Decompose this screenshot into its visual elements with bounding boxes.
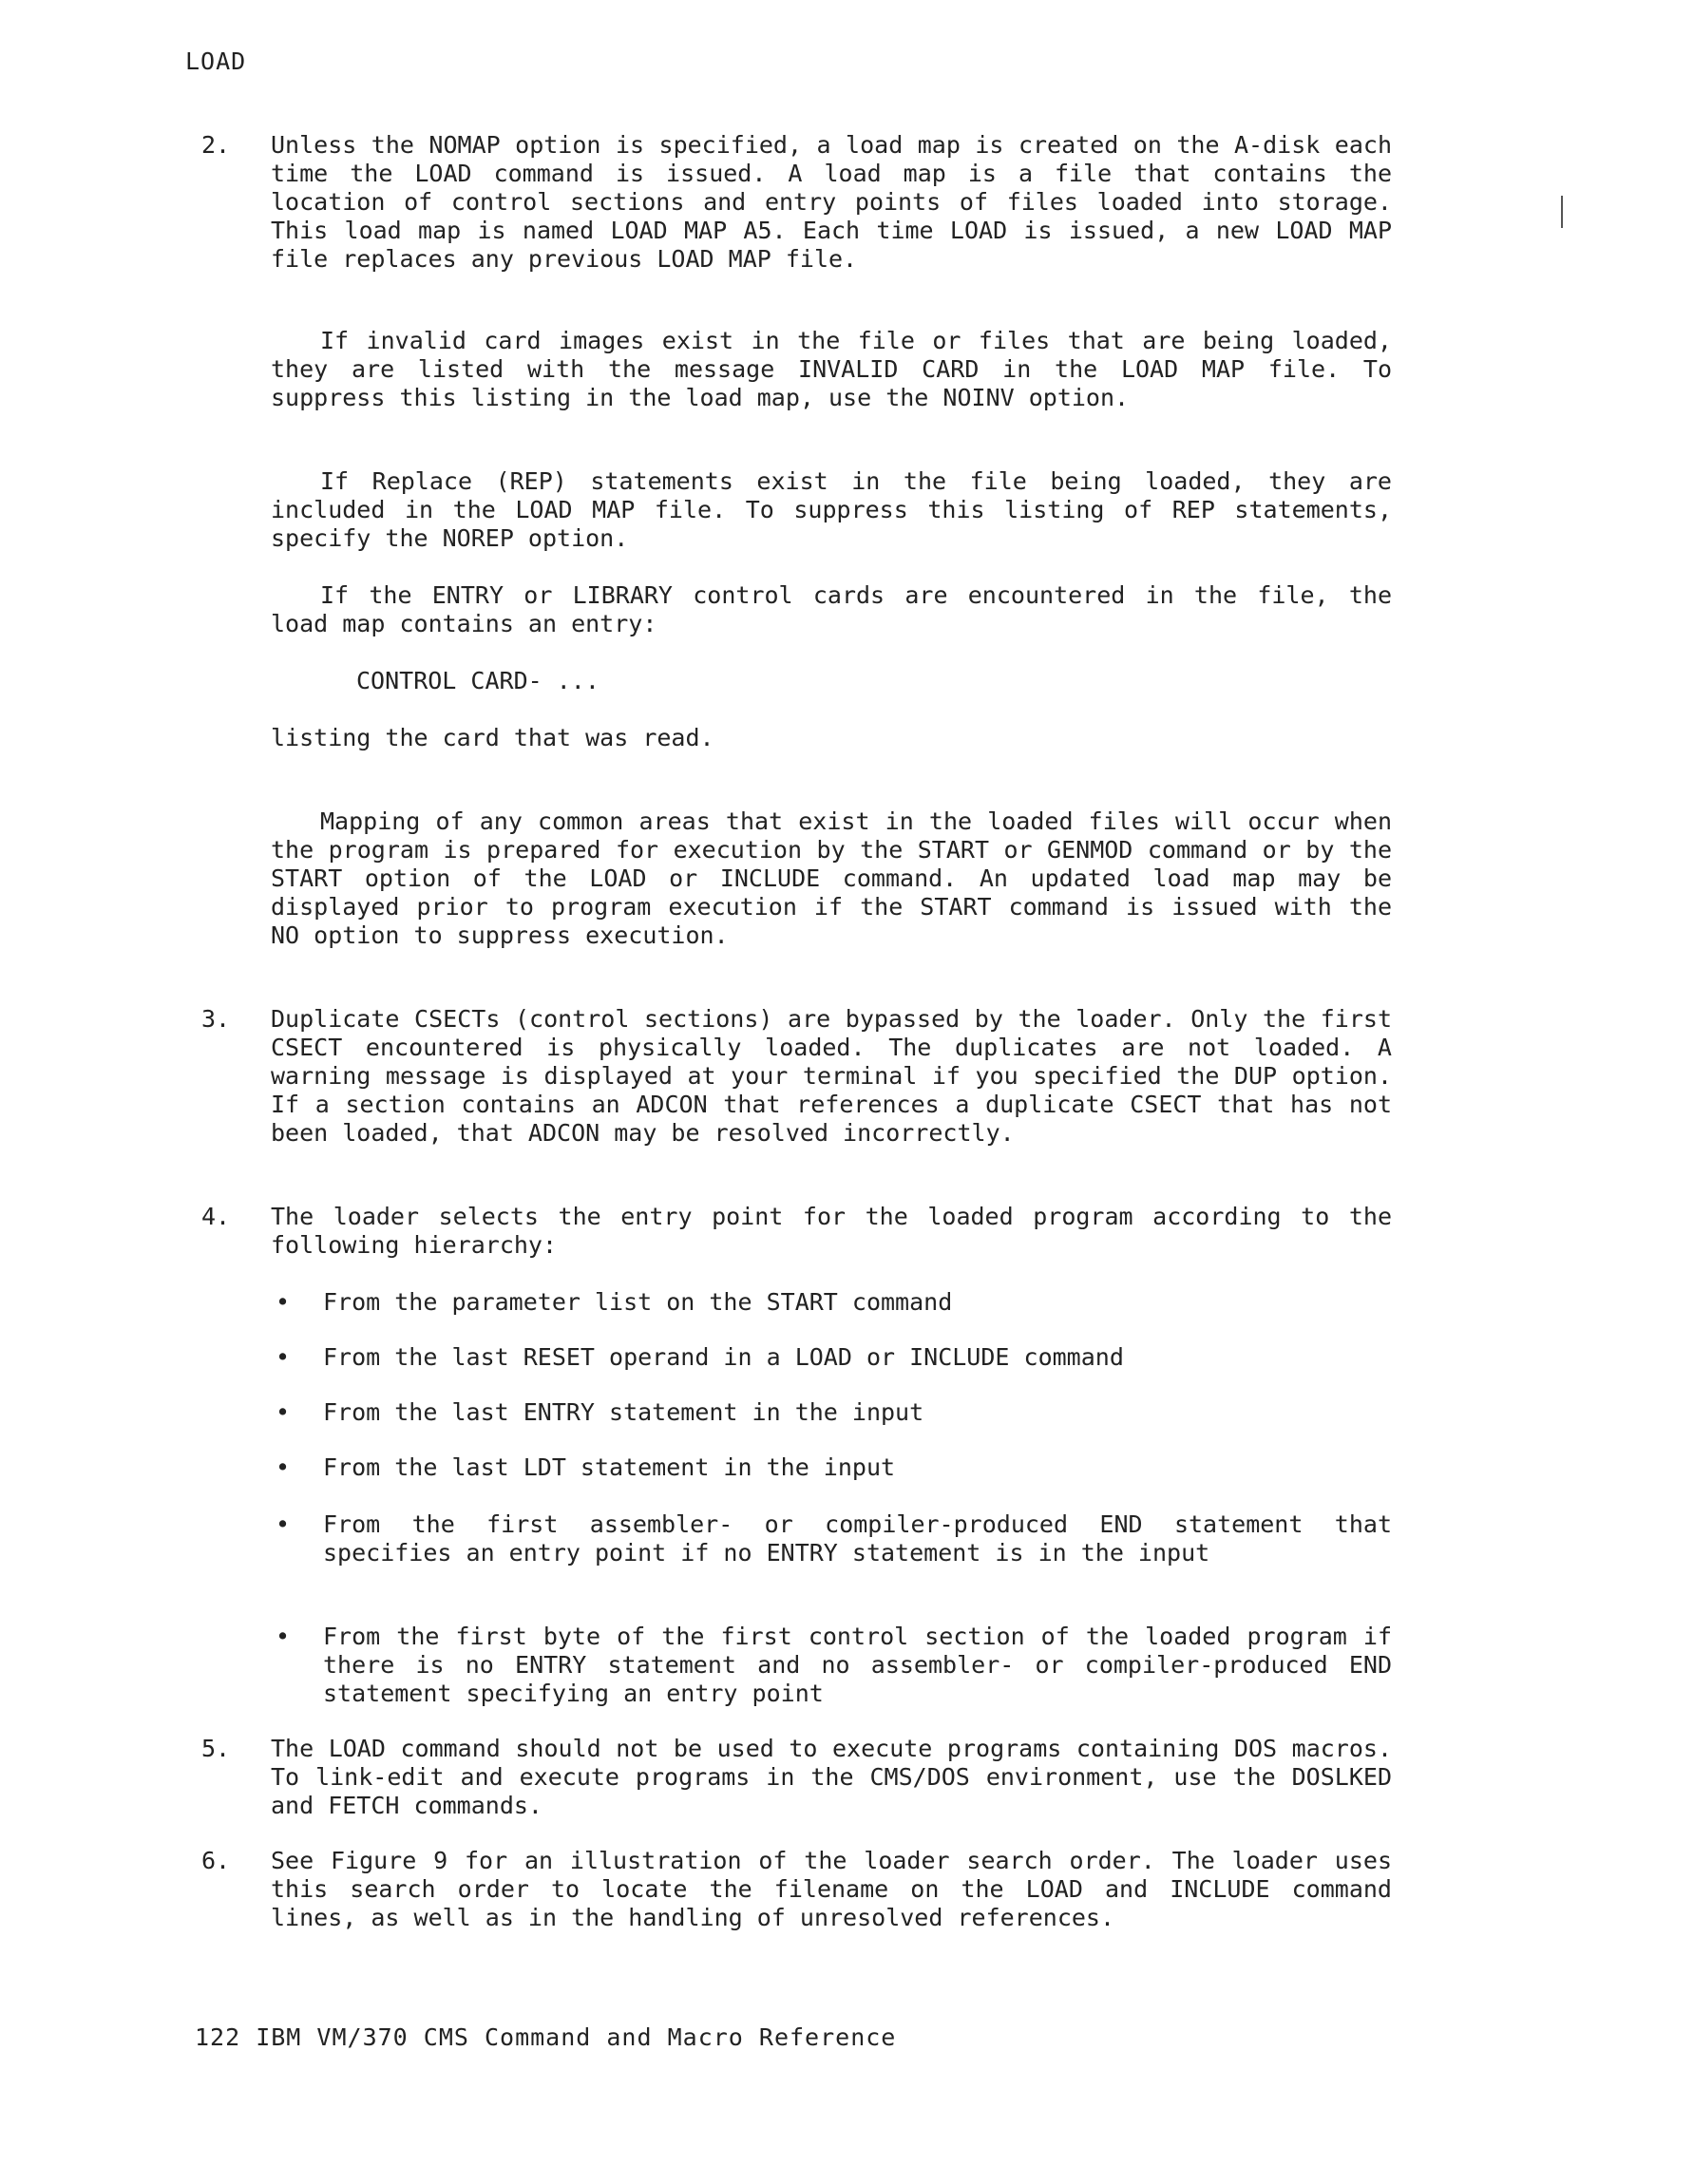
item-2-mapping-paragraph: Mapping of any common areas that exist in the loaded files will occur when the program is prepared for execution by the START or GENMOD command or by the START option of the LOAD or INCLUDE command. An updated load map may be displayed prior to program execution if the START command is issued with the NO option to suppress execution.	[271, 807, 1392, 949]
item-4-paragraph: The loader selects the entry point for the loaded program according to the following hierarchy:	[271, 1203, 1392, 1259]
bullet-3-marker: •	[276, 1398, 291, 1426]
item-2-rep-paragraph: If Replace (REP) statements exist in the file being loaded, they are included in the LOAD MAP file. To suppress this listing of REP statements, specify the NOREP option.	[271, 467, 1392, 552]
page-footer: 122 IBM VM/370 CMS Command and Macro Reference	[195, 2023, 897, 2051]
item-number-2: 2.	[201, 131, 231, 159]
item-number-3: 3.	[201, 1005, 231, 1033]
bullet-2: From the last RESET operand in a LOAD or INCLUDE command	[323, 1343, 1124, 1371]
control-card-example: CONTROL CARD- ...	[356, 667, 600, 694]
item-3-paragraph: Duplicate CSECTs (control sections) are bypassed by the loader. Only the first CSECT encountered is physically loaded. The duplicates are not loaded. A warning message is displayed at your terminal if you specified the DUP option. If a section contains an ADCON that references a duplicate CSECT that has not been loaded, that ADCON may be resolved incorrectly.	[271, 1005, 1392, 1147]
bullet-4: From the last LDT statement in the input	[323, 1453, 896, 1481]
item-5-paragraph: The LOAD command should not be used to execute programs containing DOS macros. To link-edit and execute programs in the CMS/DOS environment, use the DOSLKED and FETCH commands.	[271, 1735, 1392, 1819]
item-number-4: 4.	[201, 1203, 231, 1230]
bullet-1-marker: •	[276, 1288, 291, 1316]
running-head: LOAD	[185, 47, 247, 75]
bullet-6: From the first byte of the first control section of the loaded program if there is no ENTRY statement and no assembler- or compiler-produced END statement specifying an entry point	[323, 1623, 1392, 1707]
item-2-paragraph: Unless the NOMAP option is specified, a load map is created on the A-disk each time the LOAD command is issued. A load map is a file that contains the location of control sections and entry points of files loaded into storage. This load map is named LOAD MAP A5. Each time LOAD is issued, a new LOAD MAP file replaces any previous LOAD MAP file.	[271, 131, 1392, 273]
item-6-paragraph: See Figure 9 for an illustration of the loader search order. The loader uses this search order to locate the filename on the LOAD and INCLUDE command lines, as well as in the handling of unresolved references.	[271, 1847, 1392, 1931]
item-number-6: 6.	[201, 1847, 231, 1874]
revision-bar	[1561, 196, 1563, 228]
item-2-invalid-card-paragraph: If invalid card images exist in the file or files that are being loaded, they are listed with the message INVALID CARD in the LOAD MAP file. To suppress this listing in the load map, use the NOINV option.	[271, 327, 1392, 411]
item-number-5: 5.	[201, 1735, 231, 1762]
bullet-4-marker: •	[276, 1453, 291, 1481]
bullet-2-marker: •	[276, 1343, 291, 1371]
bullet-6-marker: •	[276, 1623, 291, 1650]
bullet-5: From the first assembler- or compiler-produced END statement that specifies an entry point if no ENTRY statement is in the input	[323, 1510, 1392, 1567]
bullet-5-marker: •	[276, 1510, 291, 1538]
item-2-entry-paragraph: If the ENTRY or LIBRARY control cards are encountered in the file, the load map contains an entry:	[271, 581, 1392, 637]
bullet-1: From the parameter list on the START command	[323, 1288, 953, 1316]
item-2-listing-line: listing the card that was read.	[271, 724, 714, 751]
bullet-3: From the last ENTRY statement in the input	[323, 1398, 924, 1426]
